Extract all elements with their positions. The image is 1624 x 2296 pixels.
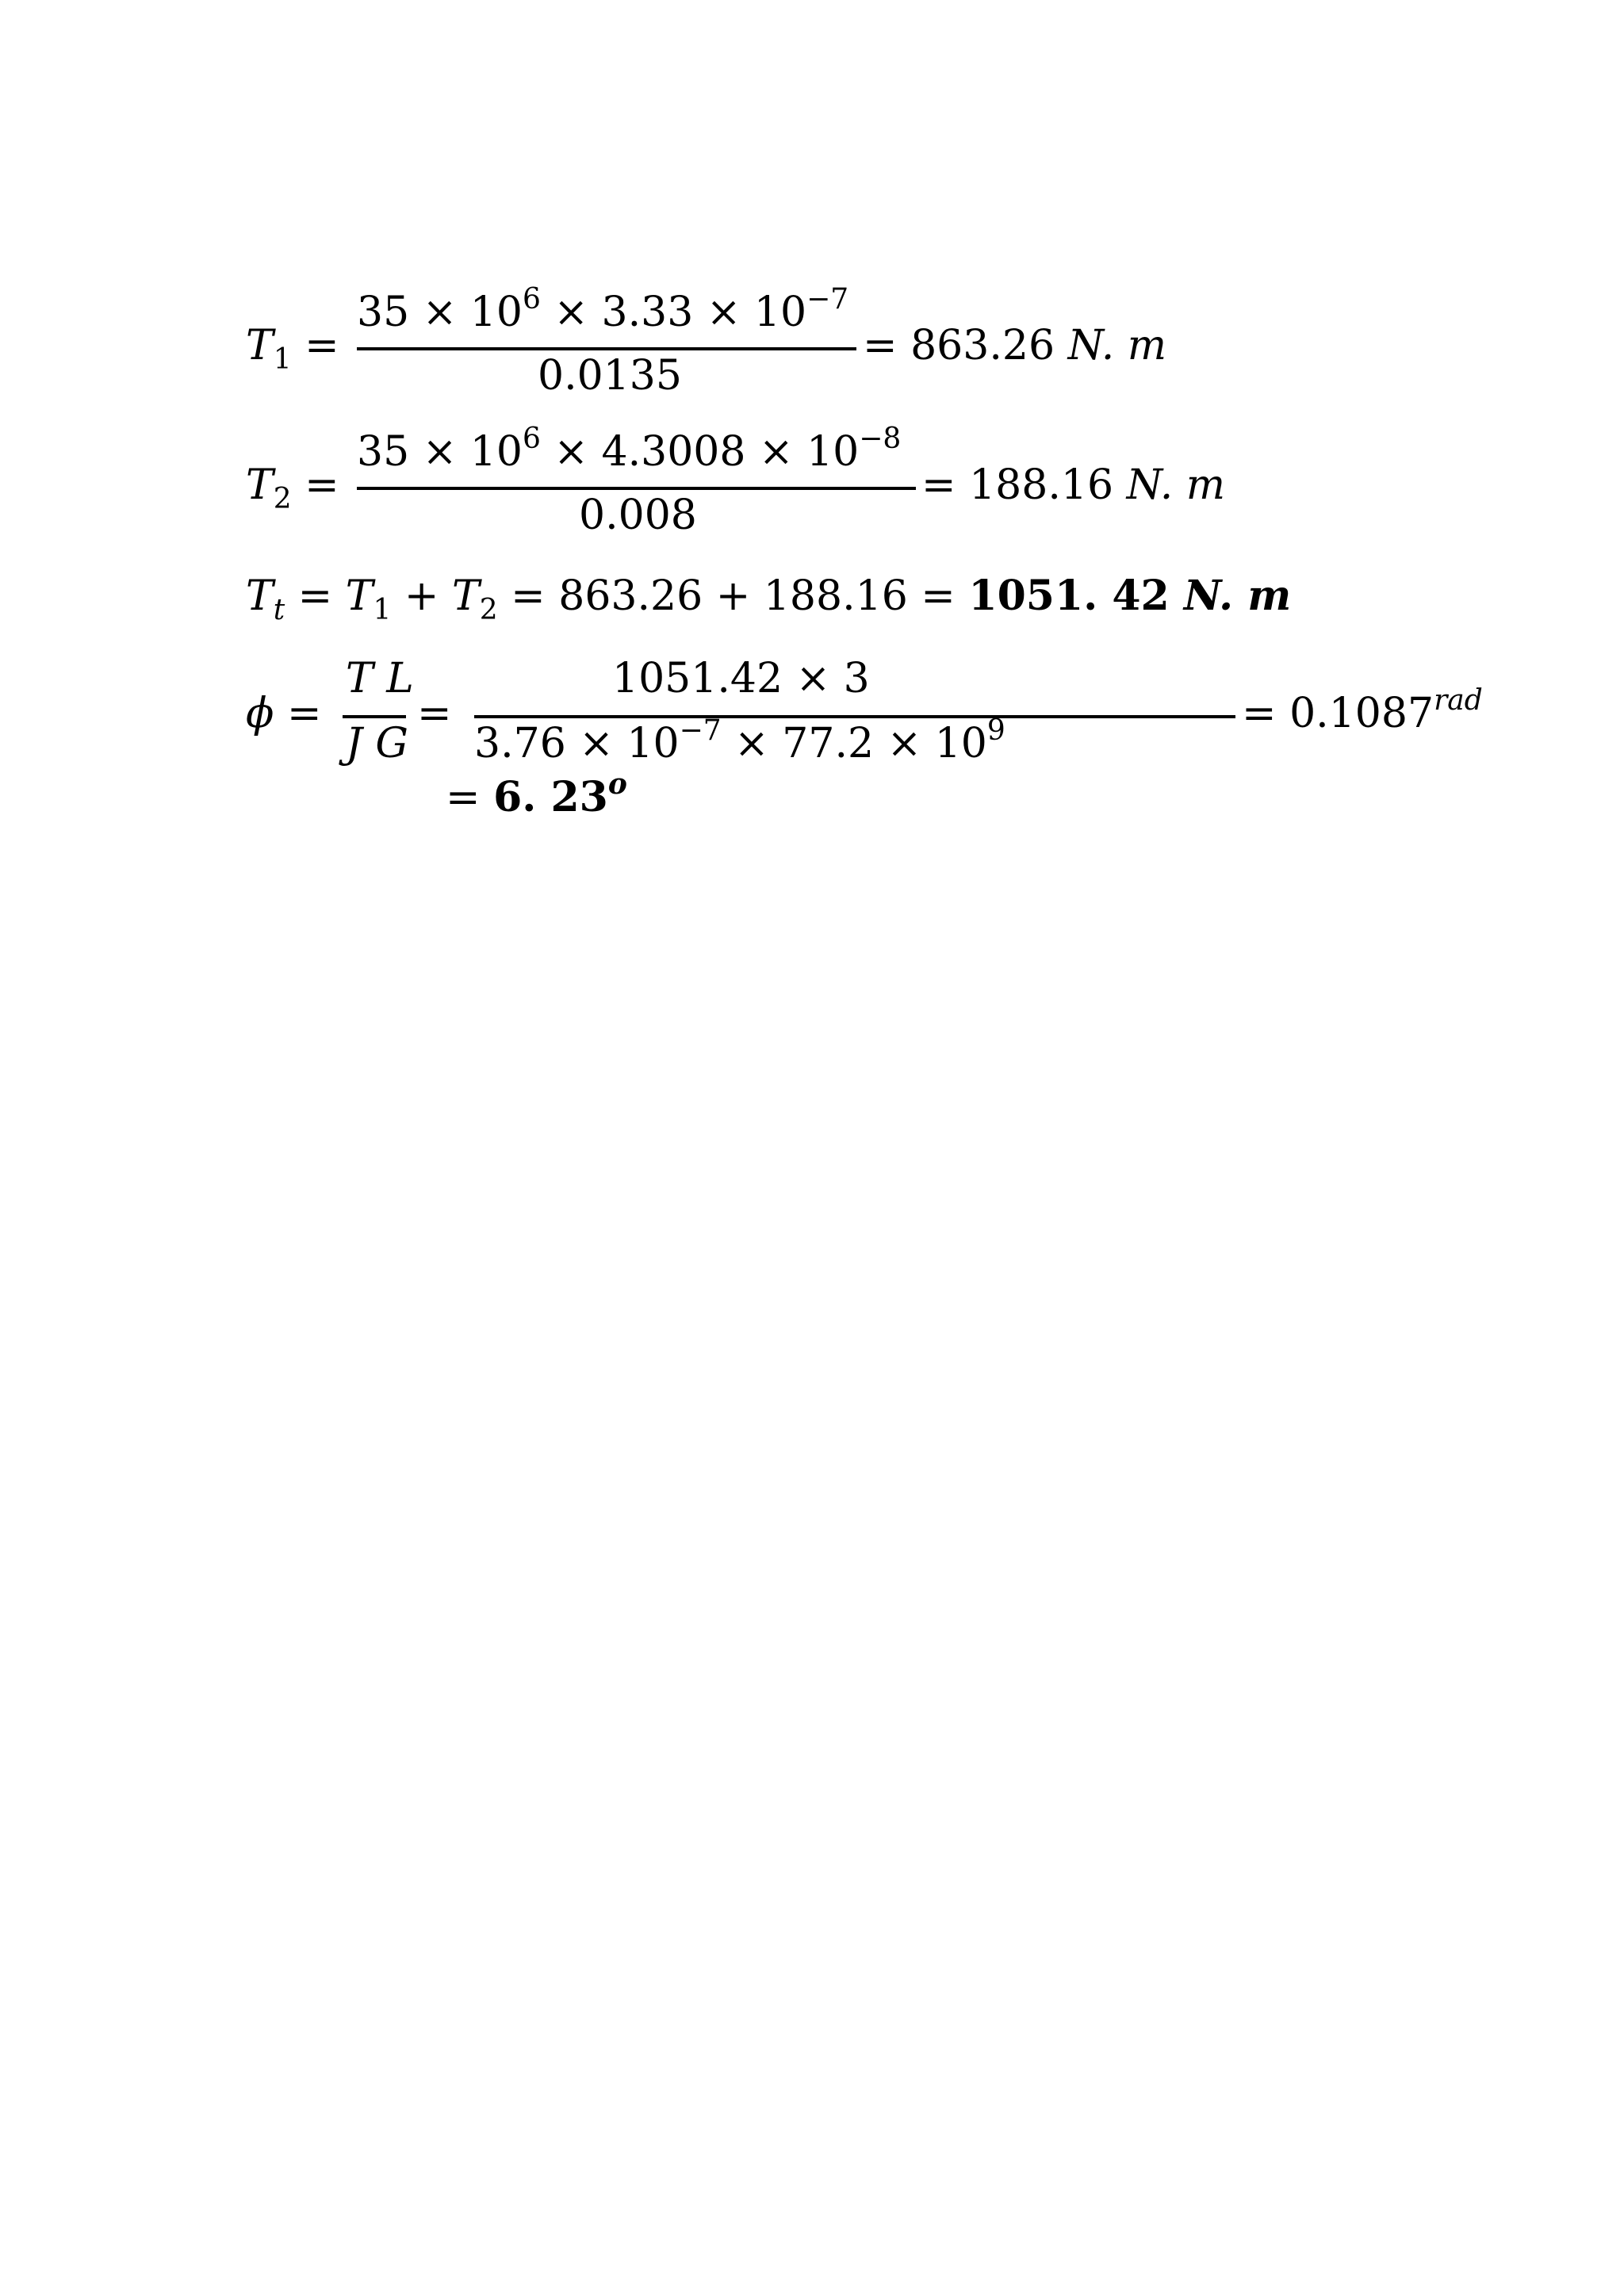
t2-denominator: 0.008 (579, 492, 697, 539)
total-torque-unit: N. m (1183, 572, 1292, 620)
t2-numerator: $35 \times 10^6 \times 4.3008 \times 10^{-8}$ (357, 423, 902, 476)
t2-result: = 188.16 N. m (921, 461, 1226, 509)
t1-denominator: 0.0135 (538, 352, 682, 400)
phi-equals-2: = (417, 690, 452, 737)
tt-line: $T_t = T_1 + T_2 = 863.26 + 188.16 = 1051$. 42 N. m (246, 572, 1292, 626)
t1-numerator: $35 \times 10^6 \times 3.33 \times 10^{-7}$ (357, 283, 849, 336)
phi-result-rad: = $0.1087^{rad}$ (1242, 684, 1483, 737)
equation-t2 (246, 423, 1435, 539)
phi-denominator: $3.76 \times 10^{-7} \times 77.2 \times 10^9$ (474, 714, 1005, 767)
t2-lhs: $T_2$ = (246, 461, 339, 515)
phi-numerator: 1051.42 × 3 (612, 655, 870, 702)
t1-symbol: T (246, 322, 274, 369)
equation-angle-of-twist (246, 649, 1483, 823)
phi-fraction-bar (343, 715, 406, 718)
phi-fraction-denominator: J G (346, 720, 408, 767)
phi-fraction-numerator: T L (346, 655, 414, 702)
phi-main-fraction-bar (474, 715, 1235, 718)
t1-subscript: 1 (273, 343, 292, 376)
t1-fraction-bar (357, 347, 856, 350)
equation-total-torque (246, 571, 1435, 626)
t1-result: = 863.26 N. m (863, 322, 1167, 369)
phi-lhs: ϕ = (246, 690, 322, 737)
phi-result-degrees: = 6. 23$^o$ (446, 767, 627, 821)
equation-t1 (246, 283, 1435, 400)
t1-lhs (246, 322, 339, 376)
t2-fraction-bar (357, 487, 916, 490)
total-torque-value: 1051. 42 (968, 572, 1184, 620)
t1-equals: = (304, 322, 339, 369)
